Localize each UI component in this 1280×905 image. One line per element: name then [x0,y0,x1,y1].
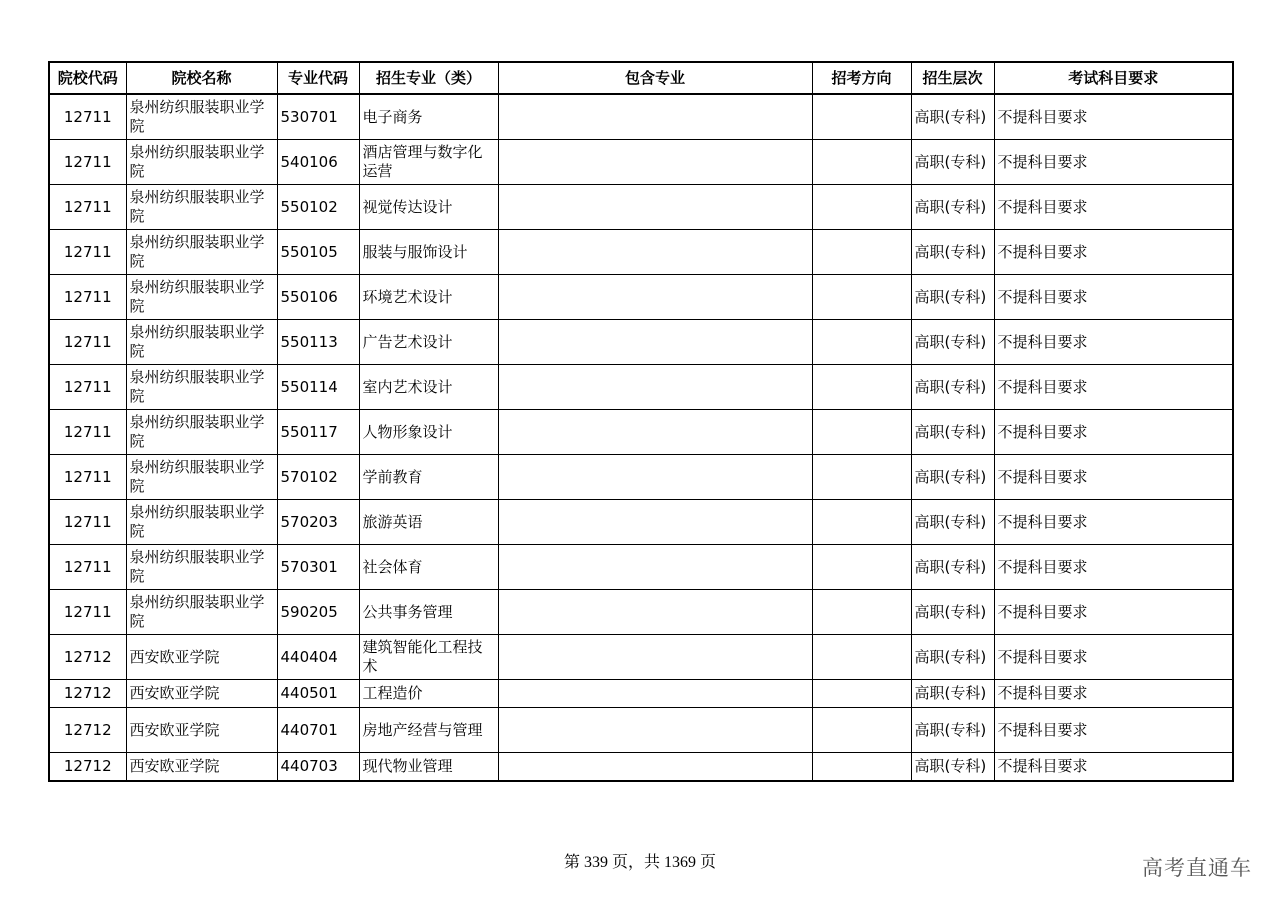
cell-level: 高职(专科) [911,94,994,140]
cell-school-name: 泉州纺织服装职业学院 [126,94,277,140]
cell-direction [812,680,911,708]
cell-level: 高职(专科) [911,230,994,275]
cell-requirement: 不提科目要求 [994,635,1233,680]
cell-school-name: 泉州纺织服装职业学院 [126,230,277,275]
cell-included-majors [498,275,812,320]
cell-major-code: 570203 [277,500,359,545]
cell-direction [812,455,911,500]
cell-major-code: 570102 [277,455,359,500]
cell-direction [812,140,911,185]
header-major-code: 专业代码 [277,62,359,94]
cell-level: 高职(专科) [911,140,994,185]
cell-direction [812,590,911,635]
cell-school-name: 泉州纺织服装职业学院 [126,185,277,230]
cell-requirement: 不提科目要求 [994,753,1233,782]
table-row [49,545,1233,590]
cell-level: 高职(专科) [911,275,994,320]
cell-school-code: 12711 [49,185,126,230]
cell-school-name: 西安欧亚学院 [126,708,277,753]
cell-major: 视觉传达设计 [359,185,498,230]
watermark: 高考直通车 [1142,856,1252,880]
cell-major-code: 440501 [277,680,359,708]
cell-direction [812,753,911,782]
table-body [49,94,1233,781]
cell-requirement: 不提科目要求 [994,545,1233,590]
cell-included-majors [498,590,812,635]
cell-requirement: 不提科目要求 [994,365,1233,410]
cell-included-majors [498,635,812,680]
table-row [49,140,1233,185]
cell-school-code: 12712 [49,635,126,680]
page-number: 第 339 页，共 1369 页 [563,854,716,871]
cell-direction [812,185,911,230]
cell-direction [812,635,911,680]
cell-requirement: 不提科目要求 [994,94,1233,140]
cell-level: 高职(专科) [911,545,994,590]
cell-level: 高职(专科) [911,320,994,365]
cell-major-code: 550106 [277,275,359,320]
cell-level: 高职(专科) [911,590,994,635]
cell-major-code: 440404 [277,635,359,680]
cell-requirement: 不提科目要求 [994,708,1233,753]
cell-direction [812,230,911,275]
cell-level: 高职(专科) [911,753,994,782]
table-row [49,365,1233,410]
cell-major: 社会体育 [359,545,498,590]
cell-school-code: 12711 [49,590,126,635]
cell-school-name: 西安欧亚学院 [126,635,277,680]
cell-school-code: 12711 [49,320,126,365]
cell-included-majors [498,410,812,455]
header-school-code: 院校代码 [49,62,126,94]
cell-level: 高职(专科) [911,635,994,680]
cell-major-code: 550114 [277,365,359,410]
table-row [49,753,1233,782]
table-row [49,500,1233,545]
header-requirement: 考试科目要求 [994,62,1233,94]
cell-included-majors [498,94,812,140]
cell-school-name: 泉州纺织服装职业学院 [126,590,277,635]
cell-major: 房地产经营与管理 [359,708,498,753]
cell-school-code: 12712 [49,753,126,782]
cell-school-code: 12712 [49,680,126,708]
cell-included-majors [498,320,812,365]
cell-requirement: 不提科目要求 [994,230,1233,275]
cell-school-code: 12711 [49,500,126,545]
cell-major-code: 570301 [277,545,359,590]
cell-school-name: 泉州纺织服装职业学院 [126,365,277,410]
header-major: 招生专业（类） [359,62,498,94]
cell-level: 高职(专科) [911,365,994,410]
cell-level: 高职(专科) [911,680,994,708]
cell-requirement: 不提科目要求 [994,140,1233,185]
cell-requirement: 不提科目要求 [994,410,1233,455]
cell-included-majors [498,500,812,545]
cell-major: 公共事务管理 [359,590,498,635]
cell-school-name: 泉州纺织服装职业学院 [126,500,277,545]
cell-included-majors [498,753,812,782]
cell-direction [812,500,911,545]
cell-direction [812,365,911,410]
cell-major: 现代物业管理 [359,753,498,782]
cell-major-code: 550102 [277,185,359,230]
header-included-majors: 包含专业 [498,62,812,94]
cell-included-majors [498,140,812,185]
cell-level: 高职(专科) [911,185,994,230]
table-row [49,455,1233,500]
header-school-name: 院校名称 [126,62,277,94]
cell-school-name: 泉州纺织服装职业学院 [126,140,277,185]
table-row [49,275,1233,320]
cell-major: 酒店管理与数字化运营 [359,140,498,185]
cell-requirement: 不提科目要求 [994,590,1233,635]
cell-school-name: 泉州纺织服装职业学院 [126,455,277,500]
table-row [49,94,1233,140]
cell-school-code: 12711 [49,94,126,140]
cell-school-name: 泉州纺织服装职业学院 [126,275,277,320]
cell-level: 高职(专科) [911,708,994,753]
cell-requirement: 不提科目要求 [994,500,1233,545]
table-row [49,410,1233,455]
cell-level: 高职(专科) [911,455,994,500]
cell-major: 旅游英语 [359,500,498,545]
cell-direction [812,545,911,590]
cell-direction [812,94,911,140]
table-row [49,230,1233,275]
cell-requirement: 不提科目要求 [994,680,1233,708]
cell-major: 广告艺术设计 [359,320,498,365]
cell-direction [812,275,911,320]
table-row [49,590,1233,635]
cell-school-code: 12711 [49,365,126,410]
cell-requirement: 不提科目要求 [994,185,1233,230]
cell-requirement: 不提科目要求 [994,320,1233,365]
table-row [49,185,1233,230]
cell-major-code: 550113 [277,320,359,365]
cell-school-name: 泉州纺织服装职业学院 [126,410,277,455]
table-row [49,708,1233,753]
cell-major-code: 530701 [277,94,359,140]
cell-major: 服装与服饰设计 [359,230,498,275]
cell-included-majors [498,680,812,708]
cell-included-majors [498,708,812,753]
cell-major: 工程造价 [359,680,498,708]
cell-major: 学前教育 [359,455,498,500]
cell-major-code: 590205 [277,590,359,635]
cell-requirement: 不提科目要求 [994,275,1233,320]
table-row [49,320,1233,365]
cell-major-code: 440701 [277,708,359,753]
enrollment-table [48,61,1234,782]
cell-included-majors [498,230,812,275]
cell-major-code: 550105 [277,230,359,275]
cell-major: 电子商务 [359,94,498,140]
cell-major-code: 440703 [277,753,359,782]
cell-school-name: 西安欧亚学院 [126,680,277,708]
cell-school-name: 泉州纺织服装职业学院 [126,545,277,590]
cell-school-code: 12711 [49,545,126,590]
header-level: 招生层次 [911,62,994,94]
cell-major: 室内艺术设计 [359,365,498,410]
cell-school-code: 12711 [49,140,126,185]
cell-included-majors [498,185,812,230]
cell-requirement: 不提科目要求 [994,455,1233,500]
table-row [49,635,1233,680]
cell-major: 环境艺术设计 [359,275,498,320]
cell-level: 高职(专科) [911,410,994,455]
header-row [49,62,1233,94]
cell-school-code: 12711 [49,275,126,320]
cell-level: 高职(专科) [911,500,994,545]
cell-direction [812,410,911,455]
header-direction: 招考方向 [812,62,911,94]
cell-included-majors [498,545,812,590]
cell-major-code: 550117 [277,410,359,455]
cell-major: 人物形象设计 [359,410,498,455]
cell-school-code: 12711 [49,230,126,275]
cell-school-code: 12711 [49,410,126,455]
cell-major-code: 540106 [277,140,359,185]
cell-school-name: 西安欧亚学院 [126,753,277,782]
cell-included-majors [498,365,812,410]
table-row [49,680,1233,708]
cell-school-name: 泉州纺织服装职业学院 [126,320,277,365]
cell-direction [812,708,911,753]
cell-direction [812,320,911,365]
cell-major: 建筑智能化工程技术 [359,635,498,680]
cell-school-code: 12712 [49,708,126,753]
cell-included-majors [498,455,812,500]
cell-school-code: 12711 [49,455,126,500]
